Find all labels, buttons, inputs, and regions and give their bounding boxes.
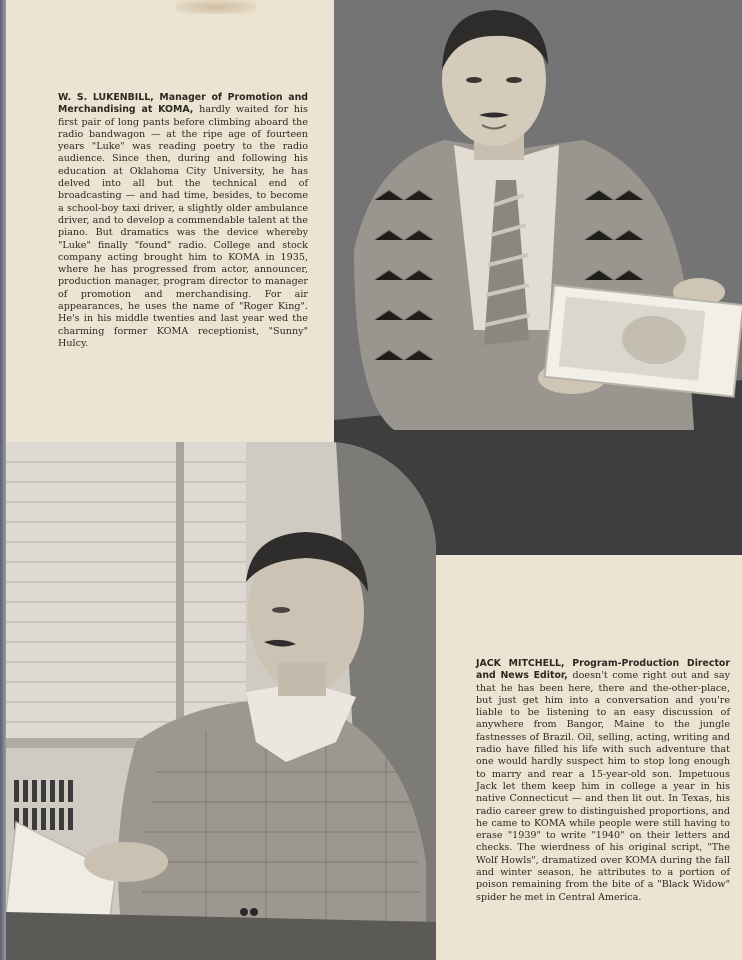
mitchell-profile-text	[476, 658, 730, 904]
portrait-mitchell-illustration	[6, 442, 436, 960]
lukenbill-heading: W. S. LUKENBILL, Manager of Promotion and Merchandising at KOMA,	[58, 92, 308, 116]
mitchell-heading: JACK MITCHELL, Program-Production Director and News Editor,	[476, 658, 730, 682]
page-stain	[176, 0, 256, 14]
mitchell-body: doesn't come right out and say that he has been here, there and the-other-place, but just get him into a conversation and you're liable to be listening to an easy discussion of anywhere from Bangor, Maine to the jungle fastnesses of Brazil. Oil, selling, acting, writing and radio have filled his life with such adventure that one would hardly suspect him to stop long enough to marry and rear a 15-year-old son. Impetuous Jack let them keep him in college a year in his native Connecticut — and then lit out. In Texas, his radio career grew to distinguished proportions, and he came to KOMA while people were still having to erase "1939" to write "1940" on their letters and checks. The wierdness of his original script, "The Wolf Howls", dramatized over KOMA during the fall and winter season, he attributes to a portion of poison remaining from the bite of a "Black Widow" spider he met in Central America.	[476, 670, 730, 903]
photo-mitchell	[6, 442, 436, 960]
magazine-page	[6, 0, 742, 960]
lukenbill-profile-text	[58, 92, 308, 350]
lukenbill-body: hardly waited for his first pair of long pants before climbing aboard the radio bandwagon — at the ripe age of fourteen years "Luke" was reading poetry to the radio audience. Since then, during and following his education at Oklahoma City University, he has delved into all but the technical end of broadcasting — and had time, besides, to become a school-boy taxi driver, a slightly older ambulance driver, and to develop a commendable talent at the piano. But dramatics was the device whereby "Luke" finally "found" radio. College and stock company acting brought him to KOMA in 1935, where he has progressed from actor, announcer, production manager, program director to manager of promotion and merchandising. For air appearances, he uses the name of "Roger King". He's in his middle twenties and last year wed the charming former KOMA receptionist, "Sunny" Hulcy.	[58, 104, 308, 349]
